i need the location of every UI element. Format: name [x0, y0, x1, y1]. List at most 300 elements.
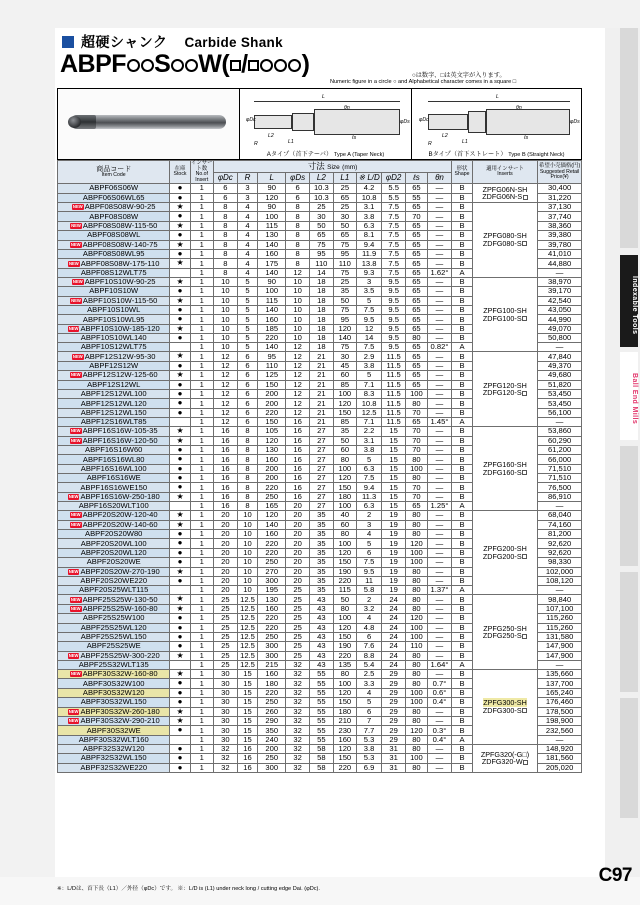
cell-l: 115 [258, 296, 286, 305]
cell-item-code[interactable]: ABPF12S12WL [58, 380, 170, 389]
cell-item-code[interactable]: ABPF12S12WL120 [58, 399, 170, 408]
cell-d2: 15 [382, 464, 406, 473]
cell-theta: — [427, 184, 451, 193]
cell-insert-count: 1 [190, 576, 213, 585]
circle-placeholder-icon [260, 59, 273, 72]
side-tab-ball-end-mills[interactable]: Ball End Mills [620, 352, 638, 440]
cell-stock: ● [170, 249, 190, 258]
cell-stock: ● [170, 464, 190, 473]
cell-r: 4 [237, 259, 258, 268]
cell-inserts [472, 277, 537, 352]
cell-item-code[interactable]: NEW ABPF25S25W-300-220 [58, 651, 170, 660]
cell-dc: 20 [213, 576, 237, 585]
insert-code: ZPFG300-SH [483, 698, 527, 708]
cell-item-code[interactable]: ABPF16S20WLT100 [58, 502, 170, 511]
cell-d2: 24 [382, 651, 406, 660]
insert-code: ZPFG250-SH [483, 623, 527, 633]
cell-stock: ★ [170, 511, 190, 520]
cell-theta: — [427, 474, 451, 483]
cell-shape: B [452, 632, 473, 641]
insert-code: ZDFG120-S [473, 389, 537, 397]
cell-theta: — [427, 511, 451, 520]
cell-insert-count: 1 [190, 474, 213, 483]
cell-l2: 27 [309, 502, 333, 511]
cell-l1: 50 [333, 296, 356, 305]
cell-insert-count: 1 [190, 436, 213, 445]
cell-shape: B [452, 576, 473, 585]
cell-item-code[interactable]: NEW ABPF20S20W-270-190 [58, 567, 170, 576]
col-r: R [237, 173, 258, 184]
cell-ld: 7.6 [356, 642, 381, 651]
cell-l1: 220 [333, 651, 356, 660]
table-row[interactable] [58, 670, 582, 679]
table-row[interactable] [58, 595, 582, 604]
cell-insert-count: 1 [190, 763, 213, 772]
cell-l: 200 [258, 744, 286, 753]
cell-theta: — [427, 259, 451, 268]
cell-item-code[interactable]: ABPF12S12WL100 [58, 390, 170, 399]
cell-l1: 190 [333, 567, 356, 576]
cell-l1: 135 [333, 661, 356, 670]
cell-item-code[interactable]: NEW ABPF16S16W-250-180 [58, 492, 170, 501]
cell-stock: ● [170, 474, 190, 483]
cell-ld: 10.8 [356, 193, 381, 202]
cell-ls: 80 [406, 763, 428, 772]
cell-ld: 9.4 [356, 483, 381, 492]
cell-item-code[interactable]: NEW ABPF30S32W-290-210 [58, 716, 170, 725]
cell-item-code[interactable]: ABPF08S08W [58, 212, 170, 221]
cell-d2: 9.5 [382, 343, 406, 352]
cell-item-code[interactable]: ABPF12S12WL150 [58, 408, 170, 417]
cell-r: 5 [237, 296, 258, 305]
cell-ls: 70 [406, 212, 428, 221]
cell-shape: A [452, 661, 473, 670]
cell-ld: 5 [356, 698, 381, 707]
cell-stock: ● [170, 558, 190, 567]
cell-item-code[interactable]: NEW ABPF08S08W-140-75 [58, 240, 170, 249]
cell-theta: — [427, 408, 451, 417]
cell-d2: 11.5 [382, 399, 406, 408]
cell-l: 120 [258, 511, 286, 520]
cell-r: 12.5 [237, 614, 258, 623]
cell-item-code[interactable]: NEW ABPF30S32W-260-180 [58, 707, 170, 716]
cell-ds: 16 [286, 464, 310, 473]
cell-ls: 100 [406, 623, 428, 632]
cell-l1: 100 [333, 539, 356, 548]
cell-l1: 95 [333, 249, 356, 258]
cell-d2: 15 [382, 492, 406, 501]
cell-item-code[interactable]: ABPF30S32W100 [58, 679, 170, 688]
cell-l1: 120 [333, 399, 356, 408]
cell-item-code[interactable]: NEW ABPF25S25W-160-80 [58, 604, 170, 613]
cell-d2: 24 [382, 604, 406, 613]
cell-insert-count: 1 [190, 352, 213, 361]
cell-ds: 12 [286, 371, 310, 380]
cell-item-code[interactable]: NEW ABPF16S16W-120-50 [58, 436, 170, 445]
cell-item-code[interactable]: NEW ABPF25S25W-130-50 [58, 595, 170, 604]
cell-item-code[interactable]: ABPF32S32WE220 [58, 763, 170, 772]
cell-d2: 29 [382, 688, 406, 697]
cell-item-code[interactable]: NEW ABPF08S08W-90-25 [58, 203, 170, 212]
cell-d2: 7.5 [382, 212, 406, 221]
cell-l2: 55 [309, 688, 333, 697]
cell-insert-count: 1 [190, 511, 213, 520]
cell-shape: B [452, 371, 473, 380]
cell-theta: — [427, 464, 451, 473]
cell-item-code[interactable]: ABPF16S16WE [58, 474, 170, 483]
cell-l: 250 [258, 558, 286, 567]
cell-d2: 11.5 [382, 352, 406, 361]
cell-r: 16 [237, 763, 258, 772]
cell-item-code[interactable]: ABPF20S20WL100 [58, 539, 170, 548]
cell-shape: B [452, 399, 473, 408]
cell-price: 53,450 [538, 390, 582, 399]
tool-body-image [70, 115, 226, 129]
cell-insert-count: 1 [190, 203, 213, 212]
cell-ds: 32 [286, 670, 310, 679]
cell-stock [170, 268, 190, 277]
cell-d2: 29 [382, 716, 406, 725]
cell-l2: 35 [309, 520, 333, 529]
cell-insert-count: 1 [190, 502, 213, 511]
cell-item-code[interactable]: ABPF16S16WL100 [58, 464, 170, 473]
col-shape: 形状 Shape [452, 161, 473, 184]
cell-item-code[interactable]: NEW ABPF20S20W-140-60 [58, 520, 170, 529]
cell-theta: — [427, 763, 451, 772]
cell-item-code[interactable]: ABPF30S32WE [58, 726, 170, 735]
section-title-en: Carbide Shank [184, 34, 283, 50]
cell-insert-count: 1 [190, 408, 213, 417]
cell-d2: 5.5 [382, 193, 406, 202]
cell-ds: 25 [286, 604, 310, 613]
cell-ld: 3.3 [356, 679, 381, 688]
cell-item-code[interactable]: ABPF25S25WL150 [58, 632, 170, 641]
cell-theta: — [427, 334, 451, 343]
square-placeholder-icon [522, 634, 527, 639]
col-l: L [258, 173, 286, 184]
cell-theta: — [427, 436, 451, 445]
cell-dc: 12 [213, 371, 237, 380]
col-ld: ※ L/D [358, 173, 380, 183]
cell-item-code[interactable]: ABPF32S32W120 [58, 744, 170, 753]
cell-item-code[interactable]: ABPF08S12WLT75 [58, 268, 170, 277]
cell-price: — [538, 502, 582, 511]
cell-insert-count: 1 [190, 287, 213, 296]
cell-l: 260 [258, 707, 286, 716]
cell-ls: 80 [406, 567, 428, 576]
cell-stock: ★ [170, 670, 190, 679]
cell-l: 130 [258, 595, 286, 604]
cell-item-code[interactable]: ABPF30S32WLT160 [58, 735, 170, 744]
cell-l1: 40 [333, 511, 356, 520]
cell-item-code[interactable]: ABPF30S32WL150 [58, 698, 170, 707]
cell-dc: 30 [213, 679, 237, 688]
cell-ld: 8.8 [356, 651, 381, 660]
cell-r: 3 [237, 184, 258, 193]
cell-shape: B [452, 240, 473, 249]
table-row[interactable] [58, 427, 582, 436]
cell-dc: 25 [213, 614, 237, 623]
cell-d2: 9.5 [382, 334, 406, 343]
cell-l2: 35 [309, 567, 333, 576]
cell-insert-count: 1 [190, 679, 213, 688]
cell-item-code[interactable]: ABPF20S20WE220 [58, 576, 170, 585]
cell-l1: 100 [333, 502, 356, 511]
cell-ds: 16 [286, 436, 310, 445]
cell-l2: 35 [309, 586, 333, 595]
cell-dc: 12 [213, 418, 237, 427]
cell-price: 137,700 [538, 679, 582, 688]
cell-ds: 8 [286, 221, 310, 230]
cell-d2: 19 [382, 567, 406, 576]
cell-d2: 7.5 [382, 268, 406, 277]
cell-stock: ★ [170, 604, 190, 613]
cell-ls: 80 [406, 511, 428, 520]
cell-l1: 65 [333, 231, 356, 240]
cell-shape: B [452, 184, 473, 193]
cell-stock: ★ [170, 221, 190, 230]
col-d2: φD2 [382, 173, 406, 184]
cell-item-code[interactable]: NEW ABPF08S08W-115-50 [58, 221, 170, 230]
cell-item-code[interactable]: ABPF10S10WL140 [58, 334, 170, 343]
square-placeholder-icon [522, 241, 527, 246]
cell-ld: 12.5 [356, 408, 381, 417]
cell-item-code[interactable]: ABPF16S16WE150 [58, 483, 170, 492]
cell-dc: 25 [213, 632, 237, 641]
cell-theta: — [427, 427, 451, 436]
cell-r: 12.5 [237, 604, 258, 613]
cell-stock: ● [170, 679, 190, 688]
cell-shape: B [452, 305, 473, 314]
table-row[interactable] [58, 277, 582, 286]
page-margin-top [0, 0, 640, 28]
cell-item-code[interactable]: NEW ABPF12S12W-125-60 [58, 371, 170, 380]
cell-insert-count: 1 [190, 595, 213, 604]
cell-item-code[interactable]: NEW ABPF10S10W-115-50 [58, 296, 170, 305]
figure-caption-a: Aタイプ（首下テーパ） Type A (Taper Neck) [266, 151, 385, 158]
table-row[interactable] [58, 744, 582, 753]
cell-dc: 16 [213, 445, 237, 454]
cell-insert-count: 1 [190, 380, 213, 389]
cell-l2: 55 [309, 716, 333, 725]
cell-theta: — [427, 296, 451, 305]
cell-d2: 7.5 [382, 259, 406, 268]
cell-dc: 10 [213, 305, 237, 314]
cell-theta: — [427, 380, 451, 389]
cell-shape: B [452, 744, 473, 753]
cell-item-code[interactable]: ABPF06S06W [58, 184, 170, 193]
cell-d2: 5.5 [382, 184, 406, 193]
cell-l2: 95 [309, 249, 333, 258]
cell-l: 195 [258, 586, 286, 595]
section-heading [62, 32, 283, 52]
cell-ld: 4.2 [356, 184, 381, 193]
cell-shape: B [452, 604, 473, 613]
cell-item-code[interactable]: ABPF10S10WL95 [58, 315, 170, 324]
cell-inserts [472, 352, 537, 427]
cell-theta: 0.4° [427, 735, 451, 744]
cell-l2: 27 [309, 455, 333, 464]
cell-insert-count: 1 [190, 455, 213, 464]
cell-ld: 3.8 [356, 361, 381, 370]
insert-code: ZPFG160-SH [483, 460, 527, 470]
cell-price: 31,220 [538, 193, 582, 202]
cell-l: 120 [258, 436, 286, 445]
cell-item-code[interactable]: ABPF20S20W80 [58, 530, 170, 539]
cell-ld: 3.8 [356, 744, 381, 753]
cell-l1: 100 [333, 464, 356, 473]
cell-dc: 20 [213, 586, 237, 595]
cell-l1: 50 [333, 436, 356, 445]
cell-item-code[interactable]: NEW ABPF10S10W-185-120 [58, 324, 170, 333]
table-row[interactable] [58, 352, 582, 361]
cell-shape: B [452, 520, 473, 529]
side-tab-indexable-tools[interactable]: Indexable Tools [620, 255, 638, 347]
cell-l1: 140 [333, 334, 356, 343]
cell-l: 100 [258, 287, 286, 296]
cell-price: 47,840 [538, 352, 582, 361]
cell-stock: ★ [170, 651, 190, 660]
cell-d2: 15 [382, 474, 406, 483]
cell-item-code[interactable]: ABPF25S25WE [58, 642, 170, 651]
cell-r: 4 [237, 240, 258, 249]
cell-l2: 21 [309, 418, 333, 427]
cell-theta: 1.37° [427, 586, 451, 595]
cell-price: 198,900 [538, 716, 582, 725]
cell-ls: 55 [406, 193, 428, 202]
cell-ls: 80 [406, 595, 428, 604]
cell-l2: 10.3 [309, 184, 333, 193]
new-badge: NEW [70, 605, 81, 611]
cell-l2: 18 [309, 305, 333, 314]
cell-item-code[interactable]: NEW ABPF08S08W-175-110 [58, 259, 170, 268]
cell-insert-count: 1 [190, 343, 213, 352]
cell-ds: 10 [286, 315, 310, 324]
cell-item-code[interactable]: ABPF16S16WL80 [58, 455, 170, 464]
circle-placeholder-icon [127, 59, 140, 72]
cell-shape: B [452, 249, 473, 258]
cell-theta: 0.82° [427, 343, 451, 352]
insert-code: ZDFG080-S [473, 240, 537, 248]
cell-item-code[interactable]: ABPF10S10W [58, 287, 170, 296]
cell-item-code[interactable]: ABPF20S20WE [58, 558, 170, 567]
cell-ls: 65 [406, 371, 428, 380]
cell-item-code[interactable]: ABPF08S08WL95 [58, 249, 170, 258]
cell-l2: 55 [309, 707, 333, 716]
cell-l2: 21 [309, 399, 333, 408]
cell-shape: B [452, 221, 473, 230]
cell-r: 8 [237, 502, 258, 511]
cell-item-code[interactable]: ABPF25S32WLT135 [58, 661, 170, 670]
cell-ds: 16 [286, 492, 310, 501]
insert-code: ZDFG250-S [473, 632, 537, 640]
cell-ld: 3.8 [356, 445, 381, 454]
cell-l: 200 [258, 464, 286, 473]
cell-r: 6 [237, 380, 258, 389]
cell-d2: 11.5 [382, 408, 406, 417]
cell-insert-count: 1 [190, 249, 213, 258]
cell-theta: — [427, 445, 451, 454]
cell-item-code[interactable]: ABPF12S12W [58, 361, 170, 370]
cell-shape: B [452, 763, 473, 772]
cell-theta: — [427, 455, 451, 464]
cell-theta: — [427, 707, 451, 716]
cell-item-code[interactable]: ABPF16S16W60 [58, 445, 170, 454]
cell-item-code[interactable]: ABPF30S32W120 [58, 688, 170, 697]
col-price: 希望小売価格(円) Suggested Retail Price(¥) [538, 161, 582, 184]
table-row[interactable] [58, 203, 582, 212]
cell-dc: 16 [213, 483, 237, 492]
cell-item-code[interactable]: ABPF10S10WL [58, 305, 170, 314]
cell-insert-count: 1 [190, 632, 213, 641]
new-badge: NEW [68, 494, 79, 500]
cell-item-code[interactable]: ABPF25S25WL120 [58, 623, 170, 632]
new-badge: NEW [71, 297, 81, 303]
cell-theta: — [427, 231, 451, 240]
cell-price: 41,010 [538, 249, 582, 258]
cell-l: 125 [258, 371, 286, 380]
cell-d2: 31 [382, 754, 406, 763]
cell-d2: 19 [382, 530, 406, 539]
cell-l2: 21 [309, 390, 333, 399]
side-tab-strip-lower-3 [620, 698, 638, 818]
cell-d2: 24 [382, 632, 406, 641]
cell-r: 5 [237, 305, 258, 314]
cell-item-code[interactable]: NEW ABPF12S12W-95-30 [58, 352, 170, 361]
cell-ld: 4.8 [356, 623, 381, 632]
cell-stock: ● [170, 754, 190, 763]
cell-item-code[interactable]: ABPF20S25WLT115 [58, 586, 170, 595]
cell-item-code[interactable]: NEW ABPF20S20W-120-40 [58, 511, 170, 520]
cell-d2: 15 [382, 455, 406, 464]
cell-item-code[interactable]: NEW ABPF30S32W-160-80 [58, 670, 170, 679]
cell-item-code[interactable]: ABPF20S20WL120 [58, 548, 170, 557]
cell-item-code[interactable]: ABPF32S32WL150 [58, 754, 170, 763]
cell-item-code[interactable]: ABPF25S25W100 [58, 614, 170, 623]
cell-l2: 18 [309, 287, 333, 296]
cell-dc: 10 [213, 343, 237, 352]
col-theta: θn [427, 173, 451, 184]
cell-price: 66,000 [538, 455, 582, 464]
cell-d2: 9.5 [382, 324, 406, 333]
cell-item-code[interactable]: ABPF10S12WLT75 [58, 343, 170, 352]
cell-r: 15 [237, 679, 258, 688]
cell-item-code[interactable]: NEW ABPF10S10W-90-25 [58, 277, 170, 286]
cell-ld: 3 [356, 520, 381, 529]
cell-shape: B [452, 754, 473, 763]
cell-item-code[interactable]: ABPF08S08WL [58, 231, 170, 240]
cell-item-code[interactable]: ABPF06S06WL65 [58, 193, 170, 202]
cell-l1: 160 [333, 735, 356, 744]
table-row[interactable] [58, 184, 582, 193]
table-row[interactable] [58, 511, 582, 520]
cell-l: 250 [258, 492, 286, 501]
cell-item-code[interactable]: NEW ABPF16S16W-105-35 [58, 427, 170, 436]
cell-stock: ● [170, 231, 190, 240]
cell-theta: — [427, 361, 451, 370]
cell-dc: 32 [213, 754, 237, 763]
cell-stock: ★ [170, 436, 190, 445]
col-dc: φDc [213, 173, 237, 184]
cell-d2: 7.5 [382, 240, 406, 249]
cell-price: 71,510 [538, 464, 582, 473]
cell-item-code[interactable]: ABPF12S16WLT85 [58, 418, 170, 427]
cell-l: 300 [258, 651, 286, 660]
cell-l2: 43 [309, 661, 333, 670]
cell-dc: 8 [213, 240, 237, 249]
cell-dc: 12 [213, 380, 237, 389]
cell-l1: 45 [333, 361, 356, 370]
